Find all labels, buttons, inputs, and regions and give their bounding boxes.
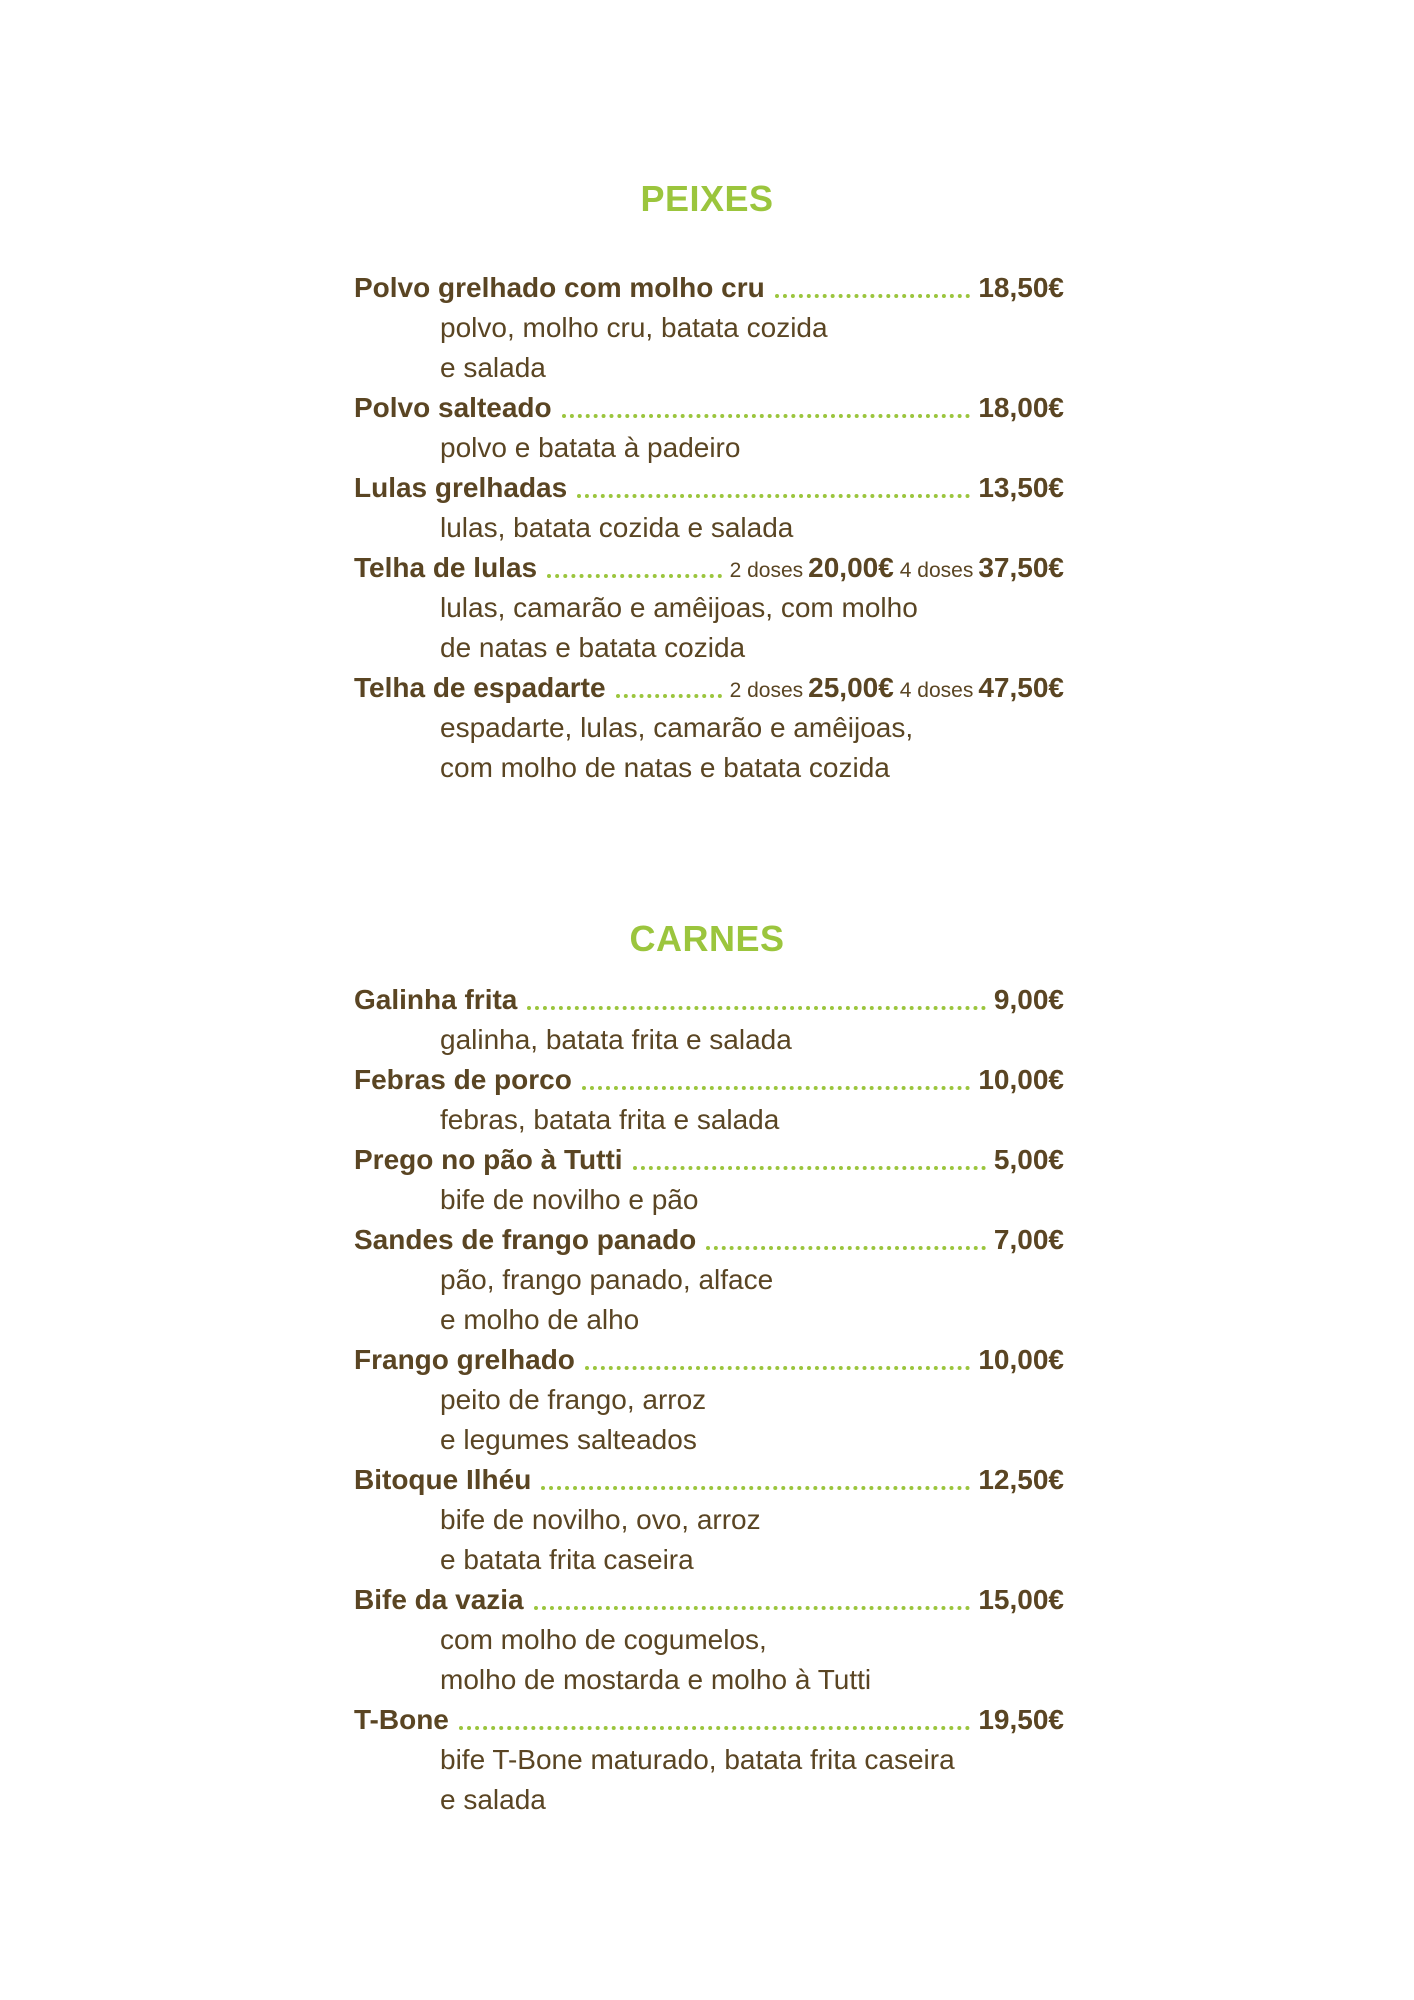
menu-item-price: 5,00€ [993, 1144, 1064, 1175]
menu-item-description: com molho de natas e batata cozida [440, 752, 890, 783]
menu-item-description: de natas e batata cozida [440, 632, 746, 663]
menu-item-name: Sandes de frango panado [354, 1224, 697, 1255]
menu-item-price: 18,50€ [978, 272, 1064, 303]
menu-item [354, 1580, 1064, 1700]
dose-price: 25,00€ [808, 672, 894, 703]
menu-item [354, 1220, 1064, 1340]
menu-item-price: 13,50€ [978, 472, 1064, 503]
menu-item-price: 10,00€ [978, 1344, 1064, 1375]
menu-item-description: e legumes salteados [440, 1424, 697, 1455]
menu-item-description: espadarte, lulas, camarão e amêijoas, [440, 712, 914, 743]
menu-item-line [354, 548, 1064, 588]
dotted-leader [562, 414, 971, 418]
menu-item-line [354, 1140, 1064, 1180]
menu-item-description: e salada [440, 352, 546, 383]
menu-item [354, 268, 1064, 388]
menu-item-line [354, 1060, 1064, 1100]
menu-item-description: galinha, batata frita e salada [440, 1024, 792, 1055]
menu-list-carnes [354, 980, 1064, 1820]
dose-price: 37,50€ [978, 552, 1064, 583]
dotted-leader [775, 294, 971, 298]
dotted-leader [459, 1726, 970, 1730]
menu-item-line [354, 980, 1064, 1020]
dotted-leader [534, 1606, 971, 1610]
menu-item-line [354, 388, 1064, 428]
menu-item-name: Febras de porco [354, 1064, 572, 1095]
menu-item-price: 7,00€ [993, 1224, 1064, 1255]
menu-item-name: Bife da vazia [354, 1584, 524, 1615]
menu-item-description: lulas, batata cozida e salada [440, 512, 794, 543]
menu-item-line [354, 668, 1064, 708]
menu-item-description: e salada [440, 1784, 546, 1815]
menu-item-name: Telha de lulas [354, 552, 538, 583]
menu-item-name: Telha de espadarte [354, 672, 606, 703]
menu-item [354, 548, 1064, 668]
menu-item-name: Bitoque Ilhéu [354, 1464, 532, 1495]
section-title-peixes: PEIXES [640, 178, 774, 219]
dotted-leader [585, 1366, 970, 1370]
dose-label: 2 doses [729, 679, 804, 702]
menu-item [354, 668, 1064, 788]
menu-item [354, 1460, 1064, 1580]
menu-item-line [354, 1220, 1064, 1260]
menu-item-line [354, 268, 1064, 308]
menu-item [354, 1700, 1064, 1820]
menu-item [354, 1140, 1064, 1220]
menu-item-name: Polvo grelhado com molho cru [354, 272, 765, 303]
menu-item-description: e batata frita caseira [440, 1544, 694, 1575]
menu-item-name: Frango grelhado [354, 1344, 575, 1375]
dotted-leader [547, 574, 722, 578]
menu-list-peixes [354, 268, 1064, 788]
menu-item-line [354, 468, 1064, 508]
dose-price: 20,00€ [808, 552, 894, 583]
dose-label: 2 doses [729, 559, 804, 582]
menu-item [354, 468, 1064, 548]
menu-item-name: Polvo salteado [354, 392, 552, 423]
dotted-leader [541, 1486, 970, 1490]
menu-item-price: 12,50€ [978, 1464, 1064, 1495]
menu-item-line [354, 1700, 1064, 1740]
dose-prices [730, 548, 1064, 591]
menu-item-name: Lulas grelhadas [354, 472, 568, 503]
menu-item-line [354, 1580, 1064, 1620]
menu-item-price: 9,00€ [993, 984, 1064, 1015]
menu-item-description: pão, frango panado, alface [440, 1264, 774, 1295]
dotted-leader [577, 494, 970, 498]
menu-item-description: molho de mostarda e molho à Tutti [440, 1664, 872, 1695]
dose-price: 47,50€ [978, 672, 1064, 703]
menu-item-description: polvo e batata à padeiro [440, 432, 741, 463]
menu-item-description: bife de novilho, ovo, arroz [440, 1504, 761, 1535]
section-title-carnes: CARNES [629, 918, 785, 959]
menu-item-description: com molho de cogumelos, [440, 1624, 767, 1655]
menu-item-description: lulas, camarão e amêijoas, com molho [440, 592, 918, 623]
menu-item-description: peito de frango, arroz [440, 1384, 707, 1415]
menu-item-line [354, 1460, 1064, 1500]
menu-item-description: bife T-Bone maturado, batata frita caseira [440, 1744, 955, 1775]
dotted-leader [633, 1166, 986, 1170]
menu-item [354, 1060, 1064, 1140]
dotted-leader [616, 694, 722, 698]
menu-item-price: 10,00€ [978, 1064, 1064, 1095]
menu-item-name: Galinha frita [354, 984, 518, 1015]
menu-item-price: 18,00€ [978, 392, 1064, 423]
menu-item [354, 1340, 1064, 1460]
dotted-leader [706, 1246, 986, 1250]
menu-item [354, 388, 1064, 468]
dose-label: 4 doses [899, 559, 974, 582]
menu-item-price: 19,50€ [978, 1704, 1064, 1735]
dose-prices [730, 668, 1064, 711]
dose-label: 4 doses [899, 679, 974, 702]
menu-item-price: 15,00€ [978, 1584, 1064, 1615]
menu-item-description: bife de novilho e pão [440, 1184, 699, 1215]
menu-item-description: e molho de alho [440, 1304, 640, 1335]
menu-item-name: T-Bone [354, 1704, 449, 1735]
menu-item-description: febras, batata frita e salada [440, 1104, 780, 1135]
menu-item-name: Prego no pão à Tutti [354, 1144, 623, 1175]
menu-item-description: polvo, molho cru, batata cozida [440, 312, 828, 343]
menu-item-line [354, 1340, 1064, 1380]
menu-item [354, 980, 1064, 1060]
dotted-leader [527, 1006, 986, 1010]
dotted-leader [582, 1086, 971, 1090]
